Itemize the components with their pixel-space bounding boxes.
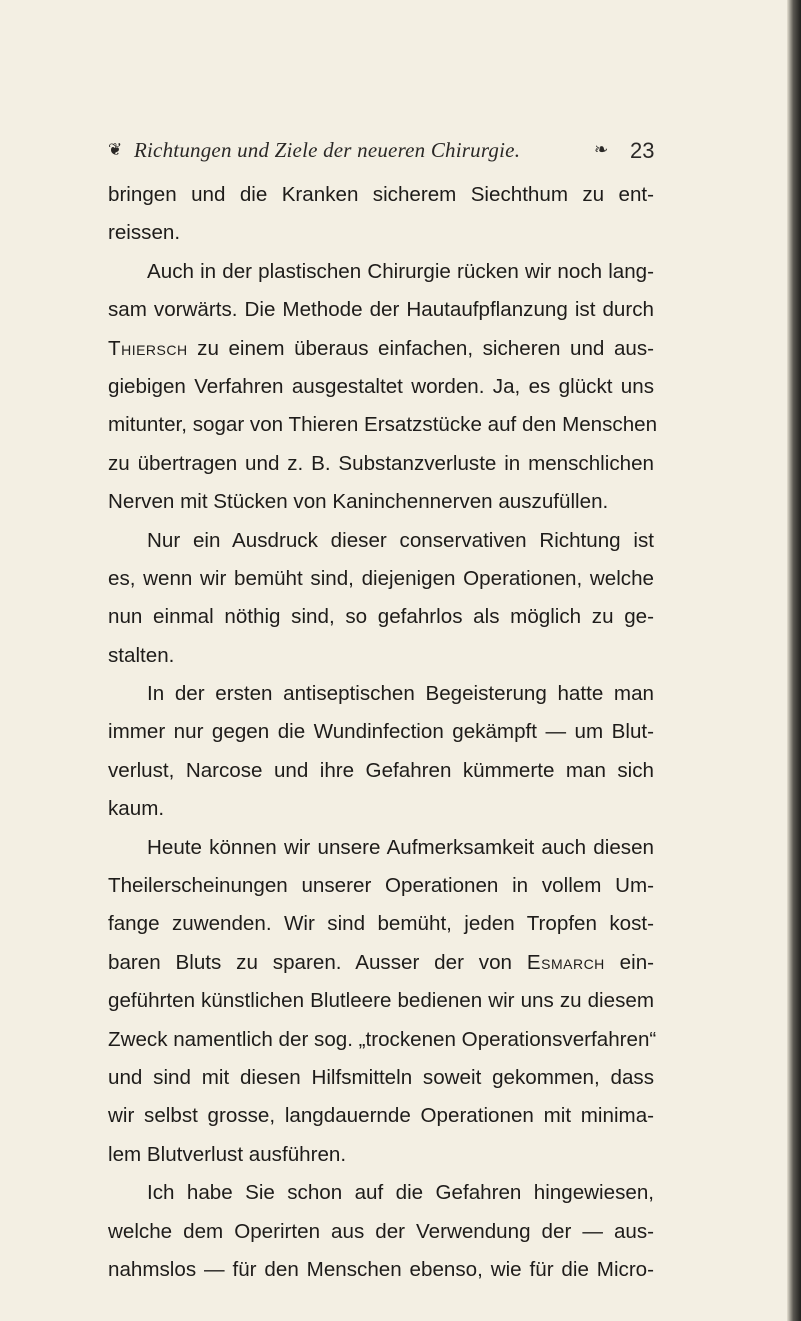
text-line: zu übertragen und z. B. Substanzverluste in menschlichen	[108, 451, 654, 475]
text-line: immer nur gegen die Wundinfection gekämpft — um Blut-	[108, 720, 654, 744]
text-line: verlust, Narcose und ihre Gefahren kümmerte man sich	[108, 758, 654, 782]
page-number: 23	[630, 138, 655, 163]
text-line	[108, 944, 654, 982]
text-line: In der ersten antiseptischen Begeisterung hatte man	[147, 682, 654, 706]
running-head	[108, 138, 658, 174]
text-line: Ich habe Sie schon auf die Gefahren hingewiesen,	[147, 1181, 654, 1205]
text-line: bringen und die Kranken sicherem Siechthum zu ent-	[108, 183, 654, 206]
text-line: mitunter, sogar von Thieren Ersatzstücke auf den Menschen	[108, 413, 658, 437]
body-text	[108, 176, 658, 1289]
text-line: fange zuwenden. Wir sind bemüht, jeden Tropfen kost-	[108, 912, 654, 936]
text-line: wir selbst grosse, langdauernde Operationen mit minima-	[108, 1104, 654, 1128]
text-segment: ein-	[604, 950, 655, 974]
text-line: nahmslos — für den Menschen ebenso, wie für die Micro-	[108, 1257, 654, 1281]
text-line: sam vorwärts. Die Methode der Hautaufpflanzung ist durch	[108, 298, 654, 322]
text-line: Zweck namentlich der sog. „trockenen Operationsverfahren“	[108, 1027, 657, 1051]
text-line: nun einmal nöthig sind, so gefahrlos als möglich zu ge-	[108, 605, 654, 629]
text-line: geführten künstlichen Blutleere bedienen wir uns zu diesem	[108, 989, 654, 1013]
text-line: Nur ein Ausdruck dieser conservativen Richtung ist	[147, 528, 654, 552]
text-line: Nerven mit Stücken von Kaninchennerven auszufüllen.	[108, 490, 609, 514]
text-line: giebigen Verfahren ausgestaltet worden. Ja, es glückt uns	[108, 374, 654, 398]
text-line: es, wenn wir bemüht sind, diejenigen Operationen, welche	[108, 566, 654, 590]
author-name: Thiersch	[108, 336, 188, 360]
text-line: Auch in der plastischen Chirurgie rücken wir noch lang-	[147, 259, 654, 283]
author-name: Esmarch	[526, 950, 605, 974]
text-line: welche dem Operirten aus der Verwendung der — aus-	[108, 1219, 654, 1243]
fleuron-left-icon: ❦	[108, 140, 123, 159]
text-line: Theilerscheinungen unserer Operationen in vollem Um-	[108, 874, 654, 898]
text-line: Heute können wir unsere Aufmerksamkeit auch diesen	[147, 835, 654, 859]
text-line: reissen.	[108, 221, 181, 245]
page-edge-shadow	[787, 0, 801, 1321]
text-line: kaum.	[108, 797, 165, 821]
text-segment: baren Bluts zu sparen. Ausser der von	[108, 950, 527, 974]
text-line: lem Blutverlust ausführen.	[108, 1142, 347, 1166]
text-segment: zu einem überaus einfachen, sicheren und aus-	[187, 336, 654, 360]
running-head-title: Richtungen und Ziele der neueren Chirurgie.	[134, 138, 521, 162]
text-line: und sind mit diesen Hilfsmitteln soweit gekommen, dass	[108, 1065, 654, 1089]
text-line: stalten.	[108, 643, 175, 667]
fleuron-right-icon: ❧	[594, 140, 609, 159]
text-line	[108, 330, 654, 368]
